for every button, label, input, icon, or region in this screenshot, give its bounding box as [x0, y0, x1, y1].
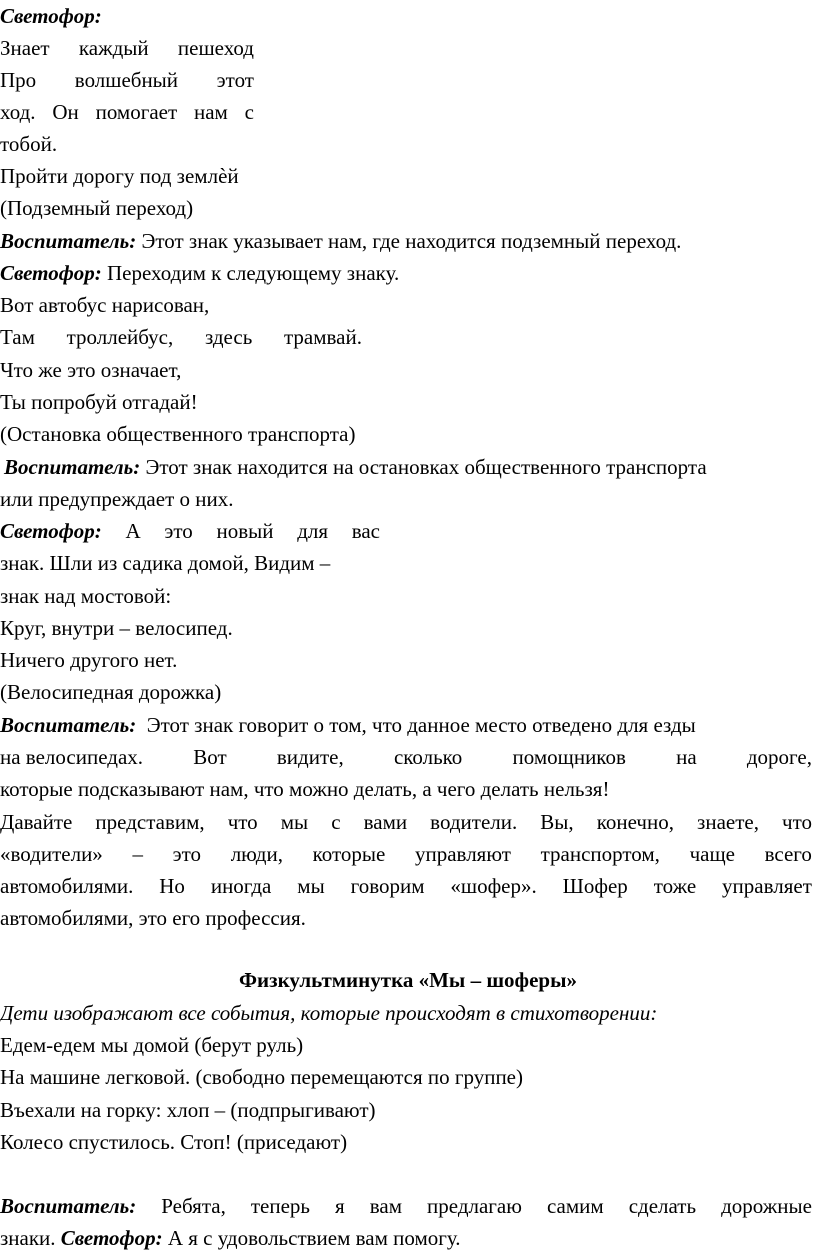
text-line: Колесо спустилось. Стоп! (приседают): [0, 1130, 348, 1154]
word: это: [164, 519, 193, 543]
word: чаще: [689, 842, 735, 866]
stage-direction: Дети изображают все события, которые происходят в стихотворении:: [0, 1001, 658, 1025]
word: трамвай.: [283, 325, 362, 349]
speech: Переходим к следующему знаку.: [101, 261, 400, 285]
word: пешеход: [177, 36, 254, 60]
text-line: [0, 840, 812, 868]
speaker-svetofor: Светофор:: [0, 519, 102, 543]
text-line: [0, 872, 812, 900]
word: вами: [363, 810, 408, 834]
word: на велосипедах.: [0, 745, 144, 769]
text-line: [0, 1192, 812, 1220]
speech: А я с удовольствием вам помогу.: [162, 1226, 461, 1250]
speaker-svetofor: Светофор:: [60, 1226, 163, 1250]
speaker-vospitatel: Воспитатель:: [0, 1194, 137, 1218]
word: люди,: [230, 842, 283, 866]
word: конечно,: [596, 810, 674, 834]
word: видите,: [276, 745, 344, 769]
word: Ребята,: [161, 1194, 226, 1218]
text-line: Что же это означает,: [0, 358, 182, 382]
word: Знает: [0, 36, 50, 60]
speaker-svetofor: Светофор:: [0, 4, 102, 28]
text-line: знак. Шли из садика домой, Видим –: [0, 551, 331, 575]
word: вас: [351, 519, 380, 543]
word: я: [335, 1194, 345, 1218]
word: Но: [159, 874, 185, 898]
word: это: [172, 842, 202, 866]
word: знаете,: [697, 810, 759, 834]
word: «шофер».: [450, 874, 537, 898]
text-line: (Подземный переход): [0, 196, 194, 220]
word: сделать: [628, 1194, 697, 1218]
word: «водители»: [0, 842, 103, 866]
text-line: [0, 66, 254, 94]
speech: Этот знак указывает нам, где находится подземный переход.: [136, 229, 682, 253]
word: Вот: [193, 745, 227, 769]
speaker-vospitatel: Воспитатель:: [0, 713, 137, 737]
text-line: Ничего другого нет.: [0, 648, 178, 672]
text-line: (Остановка общественного транспорта): [0, 422, 356, 446]
text-line: [0, 711, 696, 739]
text-line: [4, 453, 707, 481]
text-line: знак над мостовой:: [0, 584, 172, 608]
word: с: [244, 100, 254, 124]
word: всего: [764, 842, 812, 866]
word: предлагаю: [427, 1194, 522, 1218]
word: с: [331, 810, 341, 834]
word: транспортом,: [540, 842, 660, 866]
speech: Этот знак находится на остановках общественного транспорта: [140, 455, 707, 479]
word: дороге,: [746, 745, 812, 769]
speaker-vospitatel: Воспитатель:: [4, 455, 141, 479]
text-line: тобой.: [0, 132, 58, 156]
speaker-vospitatel: Воспитатель:: [0, 229, 137, 253]
word: А: [125, 519, 141, 543]
speech: знаки.: [0, 1226, 61, 1250]
word: каждый: [78, 36, 149, 60]
text-line: [0, 98, 254, 126]
word: Вы,: [540, 810, 574, 834]
word: тоже: [653, 874, 697, 898]
word: Давайте: [0, 810, 73, 834]
word: что: [227, 810, 258, 834]
word: теперь: [250, 1194, 311, 1218]
text-line: Едем-едем мы домой (берут руль): [0, 1033, 304, 1057]
word: сколько: [393, 745, 463, 769]
word: автомобилями.: [0, 874, 134, 898]
text-line: [0, 323, 362, 351]
word: помогает: [95, 100, 178, 124]
word: самим: [546, 1194, 604, 1218]
word: говорим: [350, 874, 425, 898]
text-line: Круг, внутри – велосипед.: [0, 616, 233, 640]
word: помощников: [512, 745, 626, 769]
word: Он: [52, 100, 79, 124]
text-line: Вот автобус нарисован,: [0, 293, 210, 317]
text-line: которые подсказывают нам, что можно делать, а чего делать нельзя!: [0, 777, 610, 801]
word: Про: [0, 68, 37, 92]
word: новый: [216, 519, 274, 543]
word: –: [132, 842, 143, 866]
text-line: или предупреждает о них.: [0, 487, 234, 511]
word: дорожные: [721, 1194, 812, 1218]
word: вам: [369, 1194, 402, 1218]
word: управляют: [415, 842, 511, 866]
text-line: [0, 227, 681, 255]
word: представим,: [95, 810, 205, 834]
section-heading: Физкультминутка «Мы – шоферы»: [239, 968, 577, 992]
word: ход.: [0, 100, 36, 124]
text-line: Въехали на горку: хлоп – (подпрыгивают): [0, 1098, 376, 1122]
text-line: [0, 743, 812, 771]
text-line: [0, 34, 254, 62]
text-line: На машине легковой. (свободно перемещаются по группе): [0, 1065, 523, 1089]
text-line: [0, 517, 380, 545]
word: троллейбус,: [66, 325, 174, 349]
word: этот: [216, 68, 254, 92]
word: Шофер: [562, 874, 628, 898]
text-line: (Велосипедная дорожка): [0, 680, 222, 704]
text-line: [0, 259, 399, 287]
word: что: [782, 810, 812, 834]
word: водители.: [430, 810, 518, 834]
text-line: Пройти дорогу под землѐй: [0, 164, 239, 188]
speaker-svetofor: Светофор:: [0, 261, 102, 285]
word: здесь: [204, 325, 253, 349]
word: волшебный: [74, 68, 179, 92]
word: на: [676, 745, 697, 769]
text-line: автомобилями, это его профессия.: [0, 906, 306, 930]
word: мы: [280, 810, 309, 834]
word: для: [297, 519, 329, 543]
word: управляет: [722, 874, 812, 898]
word: иногда: [210, 874, 272, 898]
word: которые: [312, 842, 386, 866]
text-line: [0, 1224, 461, 1252]
text-line: [0, 808, 812, 836]
speech: Этот знак говорит о том, что данное место отведено для езды: [136, 713, 696, 737]
word: Там: [0, 325, 35, 349]
word: мы: [297, 874, 325, 898]
word: нам: [193, 100, 228, 124]
text-line: Ты попробуй отгадай!: [0, 390, 198, 414]
